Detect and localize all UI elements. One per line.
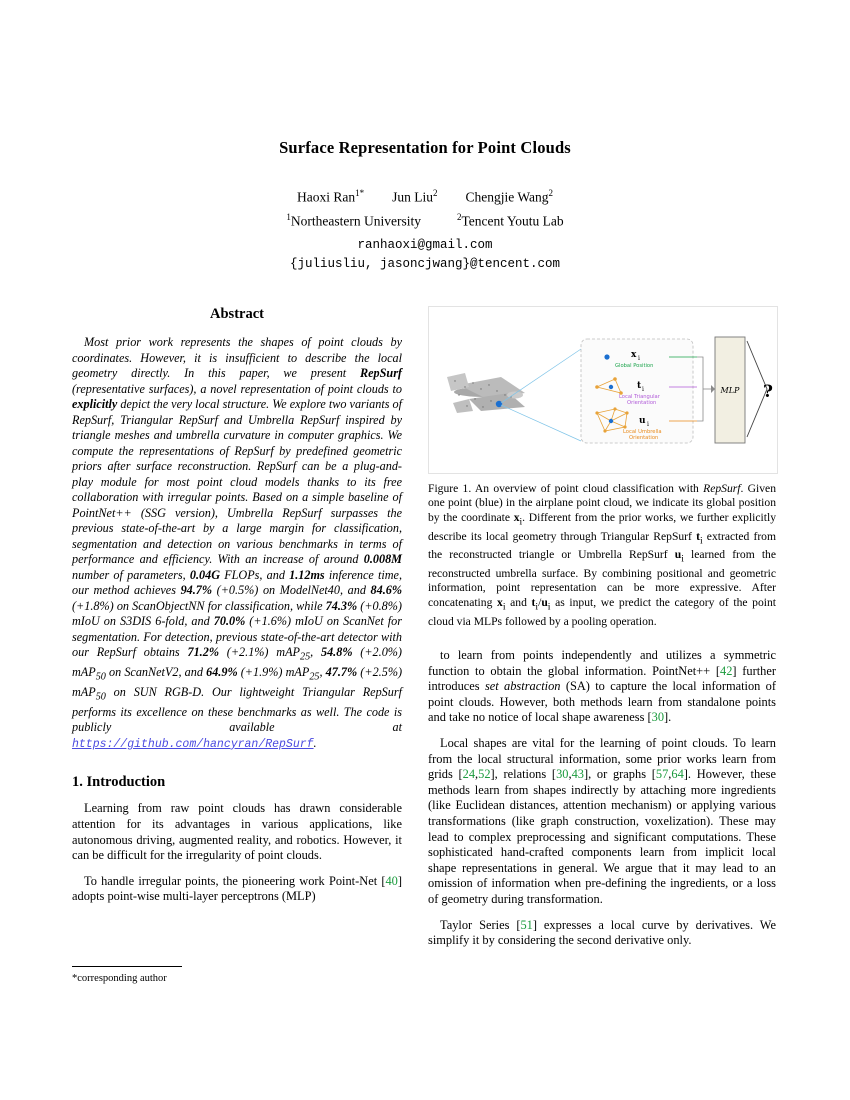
svg-text:?: ? <box>763 382 773 402</box>
footnote-text: *corresponding author <box>72 973 167 984</box>
author-3-marks: 2 <box>548 188 554 198</box>
page-title: Surface Representation for Point Clouds <box>279 138 571 157</box>
author-2-marks: 2 <box>432 188 438 198</box>
selected-point <box>496 401 502 407</box>
svg-text:t: t <box>637 381 642 391</box>
email-block <box>0 236 850 274</box>
citation-57[interactable]: 57 <box>655 767 669 782</box>
svg-text:MLP: MLP <box>720 386 740 395</box>
introduction-heading: 1. Introduction <box>72 774 166 791</box>
repsurf-code-link[interactable]: https://github.com/hancyran/RepSurf <box>72 737 314 751</box>
svg-text:x: x <box>631 350 637 360</box>
svg-text:Orientation: Orientation <box>629 435 659 441</box>
citation-43[interactable]: 43 <box>571 767 584 782</box>
author-2: Jun Liu$^2$ <box>392 188 438 205</box>
svg-text:i: i <box>642 386 644 393</box>
citation-52[interactable]: 52 <box>478 767 491 782</box>
figure-1-image <box>428 306 778 474</box>
svg-text:Orientation: Orientation <box>627 400 657 406</box>
right-paragraph-1: to learn from points independently and utilizes a symmetric function to obtain the global information. PointNet++ [42] further introduces set abstraction (SA) to capture the local information of point clouds. However, both methods learn from standalone points and take no notice of local shape awareness [30]. <box>428 648 776 725</box>
affiliation-2: $^2$Tencent Youtu Lab <box>456 212 564 229</box>
abstract-heading: Abstract <box>210 306 264 322</box>
citation-42[interactable]: 42 <box>720 663 733 678</box>
svg-text:i: i <box>638 355 640 362</box>
author-1: Haoxi Ran$^{1*}$ <box>296 188 365 205</box>
citation-24[interactable]: 24 <box>462 767 476 782</box>
email-line-1: ranhaoxi@gmail.com <box>357 238 493 252</box>
author-list <box>0 188 850 206</box>
citation-51[interactable]: 51 <box>520 917 533 932</box>
email-line-2: {juliusliu, jasoncjwang}@tencent.com <box>289 257 561 271</box>
affiliation-list <box>0 212 850 230</box>
citation-64[interactable]: 64 <box>671 767 684 782</box>
citation-40[interactable]: 40 <box>385 873 398 888</box>
footnote-divider <box>72 966 182 967</box>
intro-paragraph-2: To handle irregular points, the pioneering work Point-Net [40] adopts point-wise multi-layer perceptrons (MLP) <box>72 873 402 904</box>
abstract-text: Most prior work represents the shapes of point clouds by coordinates. However, it is insufficient to describe the local geometry directly. In this paper, we present RepSurf (representative surfaces), a novel representation of point clouds to explicitly depict the very local structure. We explore two variants of RepSurf, Triangular RepSurf and Umbrella RepSurf inspired by triangle meshes and umbrella curvature in computer graphics. We compute the representations of RepSurf by predefined geometric priors after surface reconstruction. RepSurf can be a plug-and-play module for most point cloud models thanks to its free collaboration with irregular points. Based on a simple baseline of PointNet++ (SSG version), Umbrella RepSurf surpasses the previous state-of-the-art by a large margin for classification, segmentation and detection on various benchmarks in terms of performance and efficiency. With an increase of around 0.008M number of parameters, 0.04G FLOPs, and 1.12ms inference time, our method achieves 94.7% (+0.5%) on ModelNet40, and 84.6% (+1.8%) on ScanObjectNN for classification, while 74.3% (+0.8%) mIoU on S3DIS 6-fold, and 70.0% (+1.6%) mIoU on ScanNet for segmentation. For detection, previous state-of-the-art detector with our RepSurf obtains 71.2% (+2.1%) mAP$_{25}$, 54.8% (+2.0%) mAP$_{50}$ on ScanNetV2, and 64.9% (+1.9%) mAP$_{25}$, 47.7% (+2.5%) mAP$_{50}$ on SUN RGB-D. Our lightweight Triangular RepSurf performs its excellence on these benchmarks as well. The code is publicly available at https://github.com/hancyran/RepSurf. <box>72 335 403 751</box>
author-1-marks: 1* <box>355 188 365 198</box>
right-paragraph-2: Local shapes are vital for the learning of point clouds. To learn from the local structural information, some prior works learn from grids [24,52], relations [30,43], or graphs [57,64]. However, these methods learn from shapes indirectly by attaching more ingredients (like Euclidean distances, attention mechanism) or applying various transformations (like graph construction, voxelization). These may lead to complex preprocessing and significant computations. These sophisticated hand-crafted components learn from implicit local shape representations in general. We argue that it may lead to an omission of information when pre-defining the ingredients, or a loss of geometry during transformation. <box>428 735 776 906</box>
svg-text:Local Triangular: Local Triangular <box>619 394 660 400</box>
affiliation-1: $^1$Northeastern University <box>286 212 421 229</box>
citation-30b[interactable]: 30 <box>556 767 569 782</box>
right-column <box>428 648 776 949</box>
author-3: Chengjie Wang$^2$ <box>465 188 554 205</box>
intro-paragraph-1: Learning from raw point clouds has drawn considerable attention for its advantages in various applications, like autonomous driving, augmented reality, and robotics. However, it can be difficult for the irregularity of point clouds. <box>72 801 402 863</box>
right-paragraph-3: Taylor Series [51] expresses a local curve by derivatives. We simplify it by considering the second derivative only. <box>428 917 777 948</box>
svg-text:Local Umbrella: Local Umbrella <box>623 429 662 435</box>
repsurf-panel <box>581 339 693 443</box>
left-column <box>72 306 402 905</box>
svg-text:u: u <box>639 416 646 426</box>
svg-text:Global Position: Global Position <box>615 363 654 369</box>
citation-30[interactable]: 30 <box>651 710 665 725</box>
figure-1-caption: Figure 1. An overview of point cloud classification with RepSurf. Given one point (blue) in the airplane point cloud, we indicate its global position by the coordinate $x_i$. Different from the prior works, we further explicitly describe its local geometry through Triangular RepSurf $t_i$ extracted from the reconstructed triangle or Umbrella RepSurf $u_i$ learned from the reconstructed umbrella surface. By combining positional and geometric information, point representation can be more expressive. After concatenating $x_i$ and $t_i/u_i$ as input, we predict the category of the point cloud via MLPs followed by a pooling operation. <box>428 482 776 628</box>
svg-text:i: i <box>647 421 649 428</box>
